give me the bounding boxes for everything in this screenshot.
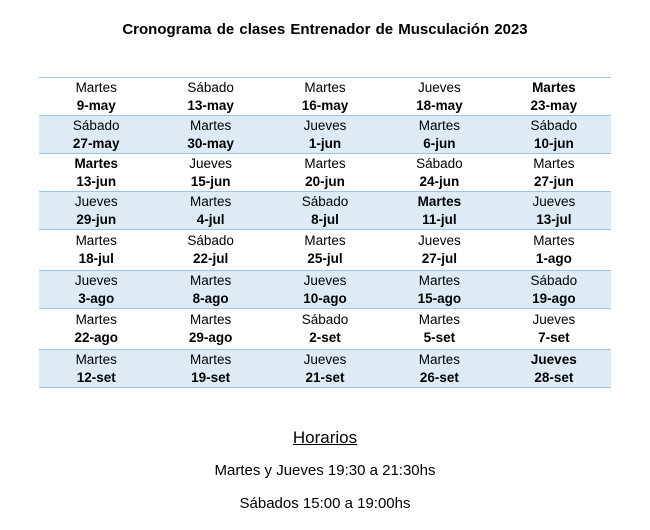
class-day: Martes — [75, 312, 117, 327]
class-date: 4-jul — [196, 211, 225, 227]
class-day: Jueves — [74, 193, 118, 209]
class-day: Martes — [75, 233, 117, 248]
class-cell — [382, 78, 496, 115]
class-cell — [39, 271, 153, 308]
class-date: 22-jul — [192, 251, 229, 266]
class-cell — [39, 192, 153, 229]
class-date: 8-jul — [311, 211, 339, 227]
class-cell — [153, 230, 267, 270]
class-cell — [39, 78, 153, 115]
page-title: Cronograma de clases Entrenador de Musculación 2023 — [122, 21, 528, 38]
class-cell — [382, 230, 496, 270]
class-day: Martes — [304, 79, 346, 95]
class-cell — [153, 154, 267, 191]
class-day: Martes — [189, 117, 232, 133]
class-date: 16-may — [301, 97, 349, 113]
class-day: Jueves — [532, 193, 576, 209]
class-date: 13-jul — [536, 211, 572, 227]
horarios-heading: Horarios — [292, 428, 358, 447]
class-date: 1-jun — [308, 135, 342, 151]
class-day: Jueves — [189, 155, 232, 171]
class-date: 1-ago — [535, 251, 572, 266]
class-date: 23-may — [530, 97, 578, 113]
class-day: Sábado — [187, 233, 234, 248]
class-cell — [153, 192, 267, 229]
class-cell — [382, 271, 496, 308]
class-day: Martes — [418, 117, 461, 133]
class-day: Martes — [74, 155, 118, 171]
class-cell — [39, 309, 153, 349]
class-date: 8-ago — [192, 290, 229, 306]
class-day: Martes — [533, 155, 575, 171]
class-cell — [39, 116, 153, 153]
table-row — [39, 154, 611, 192]
class-date: 6-jun — [423, 135, 456, 151]
class-day: Martes — [189, 272, 232, 288]
class-cell — [268, 230, 382, 270]
class-cell — [497, 78, 611, 115]
class-cell — [268, 78, 382, 115]
class-day: Martes — [533, 233, 575, 248]
class-day: Martes — [304, 233, 346, 248]
class-cell — [497, 192, 611, 229]
class-cell — [497, 350, 611, 387]
class-date: 22-ago — [74, 330, 118, 345]
class-cell — [382, 192, 496, 229]
class-day: Martes — [418, 351, 461, 367]
table-row — [39, 192, 611, 230]
class-day: Martes — [418, 312, 461, 327]
schedule-saturdays: Sábados 15:00 a 19:00hs — [239, 495, 411, 512]
class-date: 13-jun — [76, 173, 117, 189]
class-cell — [268, 154, 382, 191]
class-day: Jueves — [418, 79, 461, 95]
table-row — [39, 78, 611, 116]
class-cell — [382, 116, 496, 153]
class-day: Martes — [75, 79, 117, 95]
class-day: Martes — [532, 79, 576, 95]
schedule-weekdays: Martes y Jueves 19:30 a 21:30hs — [214, 462, 436, 479]
schedule-table — [39, 77, 611, 388]
class-cell — [39, 154, 153, 191]
class-cell — [268, 116, 382, 153]
class-date: 5-set — [423, 330, 456, 345]
class-day: Jueves — [532, 312, 576, 327]
class-date: 12-set — [76, 369, 116, 385]
class-cell — [497, 116, 611, 153]
class-day: Martes — [75, 351, 117, 367]
class-day: Martes — [189, 193, 232, 209]
class-date: 25-jul — [307, 251, 343, 266]
class-date: 29-jun — [76, 211, 117, 227]
class-cell — [382, 154, 496, 191]
class-date: 11-jul — [422, 211, 457, 227]
class-day: Jueves — [530, 351, 577, 367]
table-row — [39, 309, 611, 350]
class-day: Jueves — [303, 272, 347, 288]
class-day: Martes — [189, 351, 232, 367]
class-date: 21-set — [305, 369, 345, 385]
class-date: 28-set — [534, 369, 574, 385]
class-cell — [497, 271, 611, 308]
table-row — [39, 116, 611, 154]
class-day: Sábado — [416, 155, 463, 171]
class-day: Sábado — [301, 312, 349, 327]
class-date: 15-jun — [190, 173, 231, 189]
class-day: Jueves — [303, 351, 347, 367]
class-cell — [153, 350, 267, 387]
class-date: 10-jun — [533, 135, 574, 151]
class-cell — [497, 309, 611, 349]
class-date: 2-set — [309, 330, 341, 345]
class-day: Jueves — [418, 233, 461, 248]
table-row — [39, 230, 611, 271]
class-cell — [497, 154, 611, 191]
class-date: 27-jun — [533, 173, 574, 189]
class-date: 27-may — [72, 135, 120, 151]
class-day: Sábado — [72, 117, 120, 133]
class-date: 7-set — [538, 330, 570, 345]
class-cell — [153, 116, 267, 153]
class-day: Martes — [418, 272, 461, 288]
class-date: 13-may — [187, 97, 234, 113]
class-date: 3-ago — [78, 290, 115, 306]
class-date: 24-jun — [419, 173, 460, 189]
class-date: 10-ago — [303, 290, 347, 306]
table-row — [39, 350, 611, 388]
class-day: Sábado — [530, 272, 578, 288]
class-cell — [268, 192, 382, 229]
class-cell — [39, 350, 153, 387]
class-cell — [497, 230, 611, 270]
class-day: Sábado — [301, 193, 349, 209]
class-date: 26-set — [419, 369, 459, 385]
class-day: Jueves — [74, 272, 118, 288]
class-cell — [382, 350, 496, 387]
class-day: Martes — [304, 155, 346, 171]
table-row — [39, 271, 611, 309]
class-date: 9-may — [76, 97, 116, 113]
class-date: 29-ago — [188, 330, 233, 345]
class-date: 27-jul — [421, 251, 458, 266]
class-cell — [268, 350, 382, 387]
class-day: Sábado — [187, 79, 234, 95]
class-day: Sábado — [530, 117, 578, 133]
class-date: 19-set — [191, 369, 231, 385]
class-cell — [153, 309, 267, 349]
class-date: 20-jun — [305, 173, 345, 189]
class-date: 30-may — [187, 135, 234, 151]
class-cell — [268, 309, 382, 349]
class-day: Martes — [189, 312, 232, 327]
class-date: 18-may — [416, 97, 463, 113]
class-cell — [153, 271, 267, 308]
class-day: Jueves — [303, 117, 347, 133]
class-date: 19-ago — [532, 290, 576, 306]
class-day: Martes — [417, 193, 462, 209]
class-date: 18-jul — [78, 251, 114, 266]
class-cell — [382, 309, 496, 349]
class-cell — [268, 271, 382, 308]
class-cell — [39, 230, 153, 270]
class-cell — [153, 78, 267, 115]
class-date: 15-ago — [417, 290, 462, 306]
